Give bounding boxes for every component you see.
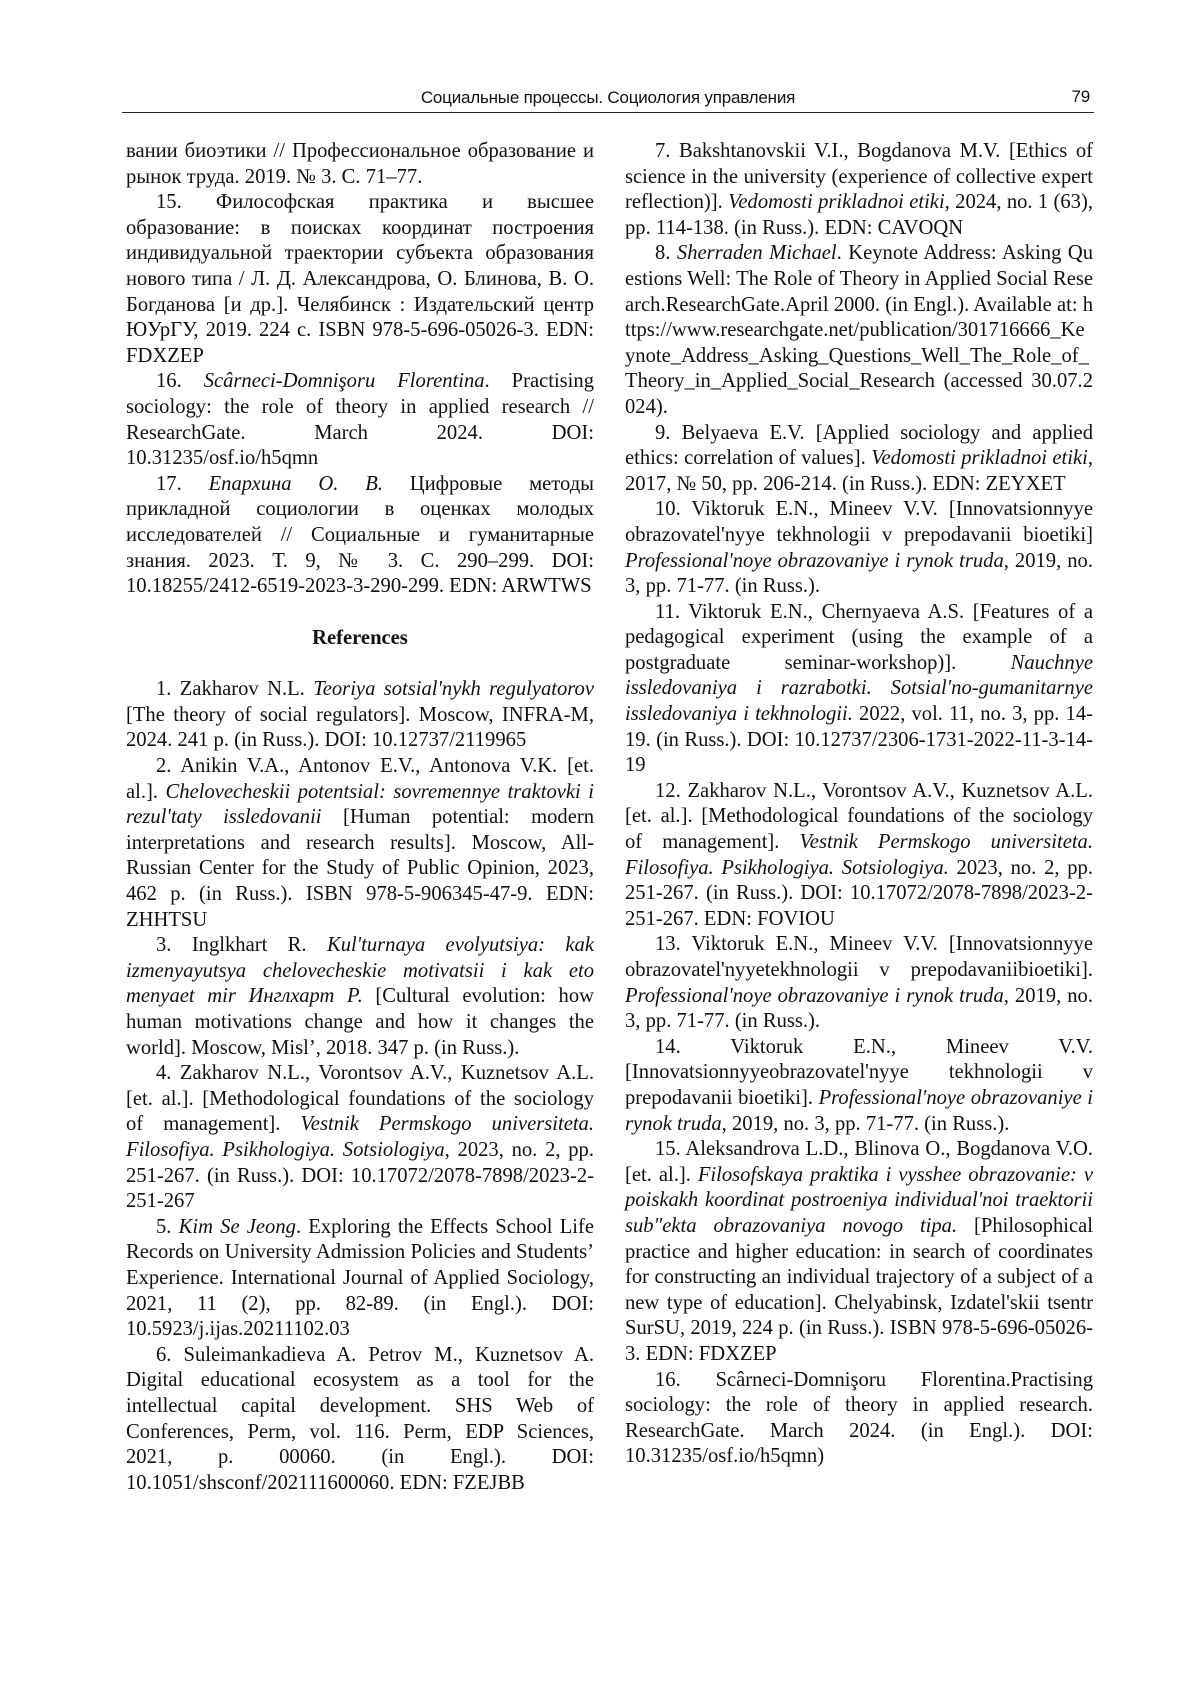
reference-item <box>625 600 1093 779</box>
ref-number: 16. <box>156 370 204 393</box>
ref-title: Chelovecheskii potentsial: sovremennye traktovki i rezul'taty issledovanii <box>126 780 594 829</box>
left-column <box>126 139 594 1496</box>
ref-author: Scârneci-Domnişoru Florentina <box>203 370 485 393</box>
ref-title: Nauchnye issledovaniya i razrabotki. Sotsial'no-gumanitarnye issledovaniya i tekhnologii. <box>625 651 1093 726</box>
reference-item <box>126 933 594 1061</box>
ref-title: Professional'noye obrazovaniye i rynok truda <box>625 549 1004 572</box>
ref-text: 10. Viktoruk E.N., Mineev V.V. [Innovatsionnyye obrazovatel'nyye tekhnologii v prepodavanii bioetiki] <box>625 498 1093 546</box>
ref-text: Цифровые методы прикладной социологии в оценках молодых исследователей // Социальные и гуманитарные знания. 2023. Т. 9, № 3. С. 290–299. DOI: 10.18255/2412-6519-2023-3-290-299. EDN: ARWTWS <box>126 472 595 598</box>
reference-item: 15. Философская практика и высшее образование: в поисках координат построения индивидуальной траектории субъекта образования нового типа / Л. Д. Александрова, О. Блинова, В. О. Богданова [и др.]. Челябинск : Издательский центр ЮУрГУ, 2019. 224 с. ISBN 978-5-696-05026-3. EDN: FDXZEP <box>126 191 594 367</box>
ref-title: Professional'noye obrazovaniye i rynok truda <box>625 984 1004 1007</box>
reference-item <box>625 497 1093 599</box>
ref-text: . Exploring the Effects School Life Records on University Admission Policies and Students’ Experience. International Journal of Applied Sociology, 2021, 11 (2), pp. 82-89. (in Engl.). DOI: 10.5923/j.ijas.20211102.03 <box>126 1215 594 1341</box>
ref-text: , 2024, no. 1 (63), pp. 114-138. (in Russ.). EDN: CAVOQN <box>625 191 1093 239</box>
ref-text: [The theory of social regulators]. Moscow, INFRA-M, 2024. 241 p. (in Russ.). DOI: 10.12737/2119965 <box>126 703 594 752</box>
ref-text: 1. Zakharov N.L. <box>156 678 314 701</box>
running-header <box>122 86 1094 113</box>
ref-text: 13. Viktoruk E.N., Mineev V.V. [Innovatsionnyye obrazovatel'nyyetekhnologii v prepodavaniibioetiki]. <box>625 933 1093 981</box>
ref-text: , 2019, no. 3, pp. 71-77. (in Russ.). <box>721 1112 1010 1135</box>
ref-title: Vedomosti prikladnoi etiki <box>728 191 945 214</box>
reference-item <box>126 1061 594 1215</box>
ref-text: 7. Bakshtanovskii V.I., Bogdanova M.V. [Ethics of science in the university (experience of collective expert reflection)]. <box>625 140 1093 214</box>
ref-text: 12. Zakharov N.L., Vorontsov A.V., Kuznetsov A.L. [et. al.]. [Methodological foundations of the sociology of management]. <box>625 779 1093 854</box>
reference-item <box>625 1035 1093 1137</box>
reference-item <box>625 779 1093 933</box>
reference-item <box>126 1215 594 1343</box>
reference-continuation: вании биоэтики // Профессиональное образование и рынок труда. 2019. № 3. С. 71–77. <box>126 140 594 188</box>
ref-text: . Keynote Address: Asking Questions Well: The Role of Theory in Applied Social Research.ResearchGate.April 2000. (in Engl.). Available at: https://www.researchgate.net/publication/301716666_Keynote_Address_Asking_Questions_Well_The_Role_of_Theory_in_Applied_Social_Research (accessed 30.07.2024). <box>625 242 1093 418</box>
ref-text: 14. Viktoruk E.N., Mineev V.V. [Innovatsionnyyeobrazovatel'nyye tekhnologii v prepodavanii bioetiki]. <box>625 1035 1093 1109</box>
ref-number: 17. <box>156 472 209 495</box>
ref-text: , 2023, no. 2, pp. 251-267. (in Russ.). DOI: 10.17072/2078-7898/2023-2-251-267 <box>126 1138 595 1213</box>
references-heading: References <box>312 626 408 649</box>
ref-text: [Human potential: modern interpretations and research results]. Moscow, All-Russian Center for the Study of Public Opinion, 2023, 462 p. (in Russ.). ISBN 978-5-906345-47-9. EDN: ZHHTSU <box>126 806 594 931</box>
ref-title: Vestnik Permskogo universiteta. Filosofiya. Psikhologiya. Sotsiologiya. <box>625 831 1094 879</box>
reference-item <box>625 932 1093 1034</box>
reference-item <box>625 241 1093 420</box>
reference-item <box>126 472 594 600</box>
ref-author: Sherraden Michael <box>676 242 837 265</box>
ref-author: Епархина О. В. <box>208 472 383 495</box>
reference-item: 16. Scârneci-Domnişoru Florentina.Practising sociology: the role of theory in applied research. ResearchGate. March 2024. (in Engl.). DOI: 10.31235/osf.io/h5qmn) <box>625 1368 1093 1468</box>
reference-item <box>126 677 594 754</box>
ref-title: Teoriya sotsial'nykh regulyatorov <box>313 678 594 701</box>
ref-text: [Cultural evolution: how human motivations change and how it changes the world]. Moscow, Misl’, 2018. 347 p. (in Russ.). <box>126 985 594 1059</box>
ref-text: 3. Inglkhart R. <box>156 934 327 957</box>
ref-text: [Philosophical practice and higher education: in search of coordinates for constructing an individual trajectory of a subject of a new type of education]. Chelyabinsk, Izdatel'skii tsentr SurSU, 2019, 224 p. (in Russ.). ISBN 978-5-696-05026-3. EDN: FDXZEP <box>625 1214 1093 1365</box>
ref-text: 2. Anikin V.A., Antonov E.V., Antonova V.K. [et. al.]. <box>126 755 594 803</box>
ref-text: 15. Aleksandrova L.D., Blinova O., Bogdanova V.O. [et. al.]. <box>625 1138 1093 1186</box>
ref-text: , 2019, no. 3, pp. 71-77. (in Russ.). <box>625 984 1093 1033</box>
reference-item: 6. Suleimankadieva A. Petrov M., Kuznetsov A. Digital educational ecosystem as a tool for the intellectual capital development. SHS Web of Conferences, Perm, vol. 116. Perm, EDP Sciences, 2021, p. 00060. (in Engl.). DOI: 10.1051/shsconf/202111600060. EDN: FZEJBB <box>126 1343 594 1494</box>
ref-title: Vestnik Permskogo universiteta. Filosofiya. Psikhologiya. Sotsiologiya <box>126 1113 595 1161</box>
ref-text: 5. <box>156 1215 179 1238</box>
ref-text: , 2019, no. 3, pp. 71-77. (in Russ.). <box>625 549 1093 598</box>
ref-text: 9. Belyaeva E.V. [Applied sociology and applied ethics: correlation of values]. <box>625 421 1093 470</box>
right-column <box>625 139 1093 1470</box>
reference-item <box>126 754 594 933</box>
ref-author: Kim Se Jeong <box>178 1215 296 1238</box>
page-number: 79 <box>1071 87 1090 106</box>
reference-item <box>126 369 594 471</box>
ref-text: 8. <box>655 242 677 265</box>
ref-text: . Practising sociology: the role of theory in applied research // ResearchGate. March 2024. DOI: 10.31235/osf.io/h5qmn <box>126 370 595 470</box>
ref-text: 4. Zakharov N.L., Vorontsov A.V., Kuznetsov A.L. [et. al.]. [Methodological foundations of the sociology of management]. <box>126 1062 594 1136</box>
ref-text: 2023, no. 2, pp. 251-267. (in Russ.). DOI: 10.17072/2078-7898/2023-2-251-267. EDN: FOVIOU <box>625 856 1093 930</box>
ref-title: Professional'noye obrazovaniye i rynok truda <box>625 1086 1093 1135</box>
ref-text: 2022, vol. 11, no. 3, pp. 14-19. (in Russ.). DOI: 10.12737/2306-1731-2022-11-3-14-19 <box>625 703 1093 777</box>
ref-title: Kul'turnaya evolyutsiya: kak izmenyayutsya chelovecheskie motivatsii i kak eto menyaet mir Инглхарт Р. <box>126 934 594 1008</box>
reference-item <box>625 1137 1093 1367</box>
ref-title: Filosofskaya praktika i vysshee obrazovanie: v poiskakh koordinat postroeniya individual'noi traektorii sub"ekta obrazovaniya novogo tipa. <box>625 1163 1093 1237</box>
reference-item <box>625 421 1093 498</box>
ref-text: , 2017, № 50, pp. 206-214. (in Russ.). EDN: ZEYXET <box>625 447 1093 495</box>
reference-item <box>625 139 1093 241</box>
running-title: Социальные процессы. Социология управления <box>420 88 796 107</box>
ref-text: 11. Viktoruk E.N., Chernyaeva A.S. [Features of a pedagogical experiment (using the example of a postgraduate seminar-workshop)]. <box>625 600 1093 674</box>
ref-title: Vedomosti prikladnoi etiki <box>871 447 1088 470</box>
